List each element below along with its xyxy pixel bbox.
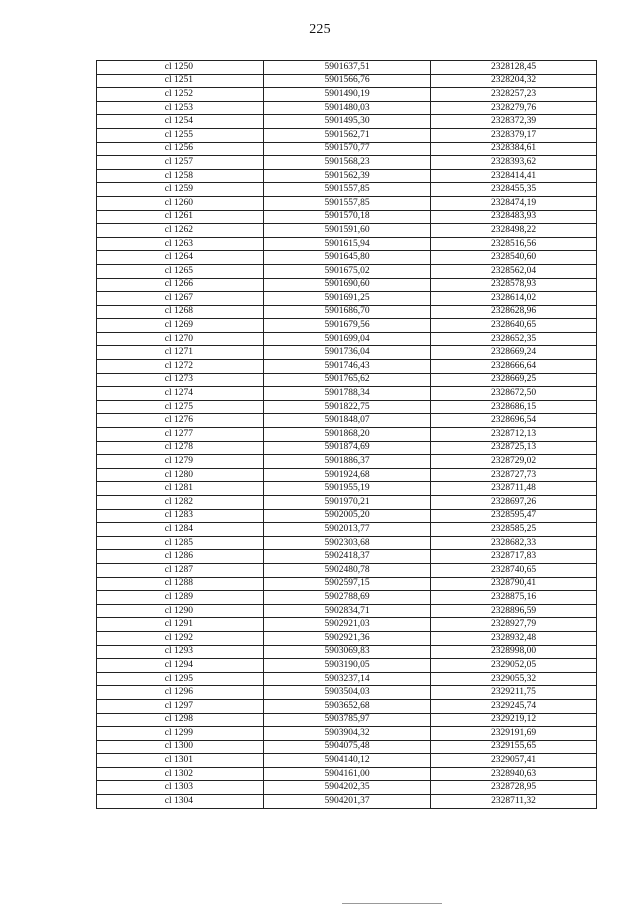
x-coordinate-cell: 5901562,39: [264, 169, 431, 183]
point-id-cell: cl 1301: [97, 754, 264, 768]
x-coordinate-cell: 5902480,78: [264, 563, 431, 577]
table-row: [97, 577, 597, 591]
point-id-cell: cl 1284: [97, 523, 264, 537]
y-coordinate-cell: 2328669,24: [431, 346, 597, 360]
x-coordinate-cell: 5901645,80: [264, 251, 431, 265]
x-coordinate-cell: 5903237,14: [264, 672, 431, 686]
x-coordinate-cell: 5901699,04: [264, 332, 431, 346]
point-id-cell: cl 1290: [97, 604, 264, 618]
x-coordinate-cell: 5901566,76: [264, 74, 431, 88]
y-coordinate-cell: 2328483,93: [431, 210, 597, 224]
y-coordinate-cell: 2328455,35: [431, 183, 597, 197]
x-coordinate-cell: 5901736,04: [264, 346, 431, 360]
y-coordinate-cell: 2328628,96: [431, 305, 597, 319]
x-coordinate-cell: 5902788,69: [264, 591, 431, 605]
point-id-cell: cl 1282: [97, 496, 264, 510]
point-id-cell: cl 1302: [97, 767, 264, 781]
table-row: [97, 767, 597, 781]
x-coordinate-cell: 5901691,25: [264, 292, 431, 306]
table-row: [97, 101, 597, 115]
y-coordinate-cell: 2328474,19: [431, 196, 597, 210]
x-coordinate-cell: 5903785,97: [264, 713, 431, 727]
y-coordinate-cell: 2329055,32: [431, 672, 597, 686]
table-row: [97, 88, 597, 102]
x-coordinate-cell: 5901637,51: [264, 61, 431, 75]
point-id-cell: cl 1261: [97, 210, 264, 224]
x-coordinate-cell: 5901822,75: [264, 400, 431, 414]
point-id-cell: cl 1294: [97, 659, 264, 673]
point-id-cell: cl 1263: [97, 237, 264, 251]
point-id-cell: cl 1300: [97, 740, 264, 754]
y-coordinate-cell: 2328875,16: [431, 591, 597, 605]
point-id-cell: cl 1303: [97, 781, 264, 795]
y-coordinate-cell: 2329191,69: [431, 727, 597, 741]
x-coordinate-cell: 5902005,20: [264, 509, 431, 523]
point-id-cell: cl 1269: [97, 319, 264, 333]
page-number: 225: [309, 22, 331, 37]
x-coordinate-cell: 5901874,69: [264, 441, 431, 455]
point-id-cell: cl 1280: [97, 468, 264, 482]
y-coordinate-cell: 2328998,00: [431, 645, 597, 659]
x-coordinate-cell: 5901568,23: [264, 156, 431, 170]
table-row: [97, 618, 597, 632]
y-coordinate-cell: 2328498,22: [431, 224, 597, 238]
x-coordinate-cell: 5901557,85: [264, 196, 431, 210]
x-coordinate-cell: 5901788,34: [264, 387, 431, 401]
y-coordinate-cell: 2328666,64: [431, 360, 597, 374]
y-coordinate-cell: 2328697,26: [431, 496, 597, 510]
point-id-cell: cl 1273: [97, 373, 264, 387]
point-id-cell: cl 1297: [97, 699, 264, 713]
point-id-cell: cl 1277: [97, 428, 264, 442]
table-row: [97, 196, 597, 210]
table-row: [97, 183, 597, 197]
point-id-cell: cl 1286: [97, 550, 264, 564]
point-id-cell: cl 1298: [97, 713, 264, 727]
point-id-cell: cl 1255: [97, 128, 264, 142]
point-id-cell: cl 1293: [97, 645, 264, 659]
y-coordinate-cell: 2328682,33: [431, 536, 597, 550]
x-coordinate-cell: 5903069,83: [264, 645, 431, 659]
point-id-cell: cl 1279: [97, 455, 264, 469]
y-coordinate-cell: 2328725,13: [431, 441, 597, 455]
table-row: [97, 563, 597, 577]
y-coordinate-cell: 2328711,48: [431, 482, 597, 496]
table-row: [97, 142, 597, 156]
y-coordinate-cell: 2328516,56: [431, 237, 597, 251]
point-id-cell: cl 1258: [97, 169, 264, 183]
x-coordinate-cell: 5901495,30: [264, 115, 431, 129]
x-coordinate-cell: 5901570,77: [264, 142, 431, 156]
y-coordinate-cell: 2328384,61: [431, 142, 597, 156]
table-row: [97, 604, 597, 618]
point-id-cell: cl 1262: [97, 224, 264, 238]
y-coordinate-cell: 2328585,25: [431, 523, 597, 537]
x-coordinate-cell: 5902921,03: [264, 618, 431, 632]
y-coordinate-cell: 2328540,60: [431, 251, 597, 265]
point-id-cell: cl 1250: [97, 61, 264, 75]
x-coordinate-cell: 5901490,19: [264, 88, 431, 102]
table-row: [97, 360, 597, 374]
table-row: [97, 169, 597, 183]
point-id-cell: cl 1268: [97, 305, 264, 319]
y-coordinate-cell: 2328932,48: [431, 631, 597, 645]
y-coordinate-cell: 2328940,63: [431, 767, 597, 781]
y-coordinate-cell: 2328414,41: [431, 169, 597, 183]
y-coordinate-cell: 2328712,13: [431, 428, 597, 442]
table-row: [97, 713, 597, 727]
table-row: [97, 251, 597, 265]
x-coordinate-cell: 5902303,68: [264, 536, 431, 550]
table-row: [97, 672, 597, 686]
table-row: [97, 550, 597, 564]
y-coordinate-cell: 2328379,17: [431, 128, 597, 142]
y-coordinate-cell: 2328727,73: [431, 468, 597, 482]
x-coordinate-cell: 5901675,02: [264, 264, 431, 278]
table-row: [97, 292, 597, 306]
table-row: [97, 659, 597, 673]
table-row: [97, 523, 597, 537]
y-coordinate-cell: 2329052,05: [431, 659, 597, 673]
point-id-cell: cl 1267: [97, 292, 264, 306]
table-row: [97, 455, 597, 469]
x-coordinate-cell: 5904161,00: [264, 767, 431, 781]
point-id-cell: cl 1254: [97, 115, 264, 129]
table-row: [97, 346, 597, 360]
x-coordinate-cell: 5902418,37: [264, 550, 431, 564]
point-id-cell: cl 1266: [97, 278, 264, 292]
point-id-cell: cl 1283: [97, 509, 264, 523]
table-row: [97, 699, 597, 713]
point-id-cell: cl 1275: [97, 400, 264, 414]
y-coordinate-cell: 2328640,65: [431, 319, 597, 333]
table-row: [97, 74, 597, 88]
table-row: [97, 332, 597, 346]
y-coordinate-cell: 2328562,04: [431, 264, 597, 278]
table-row: [97, 754, 597, 768]
y-coordinate-cell: 2328614,02: [431, 292, 597, 306]
x-coordinate-cell: 5903190,05: [264, 659, 431, 673]
x-coordinate-cell: 5901765,62: [264, 373, 431, 387]
y-coordinate-cell: 2328686,15: [431, 400, 597, 414]
y-coordinate-cell: 2328696,54: [431, 414, 597, 428]
y-coordinate-cell: 2328257,23: [431, 88, 597, 102]
table-row: [97, 61, 597, 75]
point-id-cell: cl 1287: [97, 563, 264, 577]
point-id-cell: cl 1274: [97, 387, 264, 401]
y-coordinate-cell: 2328672,50: [431, 387, 597, 401]
y-coordinate-cell: 2329057,41: [431, 754, 597, 768]
y-coordinate-cell: 2328927,79: [431, 618, 597, 632]
x-coordinate-cell: 5901868,20: [264, 428, 431, 442]
point-id-cell: cl 1260: [97, 196, 264, 210]
table-row: [97, 414, 597, 428]
table-row: [97, 373, 597, 387]
table-row: [97, 237, 597, 251]
coordinates-table: [96, 60, 597, 809]
x-coordinate-cell: 5901679,56: [264, 319, 431, 333]
table-row: [97, 631, 597, 645]
point-id-cell: cl 1276: [97, 414, 264, 428]
y-coordinate-cell: 2328728,95: [431, 781, 597, 795]
x-coordinate-cell: 5901955,19: [264, 482, 431, 496]
y-coordinate-cell: 2328279,76: [431, 101, 597, 115]
table-row: [97, 781, 597, 795]
x-coordinate-cell: 5902597,15: [264, 577, 431, 591]
x-coordinate-cell: 5901562,71: [264, 128, 431, 142]
point-id-cell: cl 1288: [97, 577, 264, 591]
table-row: [97, 536, 597, 550]
point-id-cell: cl 1281: [97, 482, 264, 496]
table-row: [97, 305, 597, 319]
y-coordinate-cell: 2328790,41: [431, 577, 597, 591]
point-id-cell: cl 1304: [97, 795, 264, 809]
x-coordinate-cell: 5901886,37: [264, 455, 431, 469]
point-id-cell: cl 1252: [97, 88, 264, 102]
table-row: [97, 115, 597, 129]
y-coordinate-cell: 2328595,47: [431, 509, 597, 523]
table-row: [97, 740, 597, 754]
y-coordinate-cell: 2328740,65: [431, 563, 597, 577]
point-id-cell: cl 1257: [97, 156, 264, 170]
table-row: [97, 496, 597, 510]
point-id-cell: cl 1256: [97, 142, 264, 156]
point-id-cell: cl 1278: [97, 441, 264, 455]
x-coordinate-cell: 5902921,36: [264, 631, 431, 645]
x-coordinate-cell: 5901690,60: [264, 278, 431, 292]
y-coordinate-cell: 2329245,74: [431, 699, 597, 713]
y-coordinate-cell: 2328372,39: [431, 115, 597, 129]
y-coordinate-cell: 2329211,75: [431, 686, 597, 700]
point-id-cell: cl 1272: [97, 360, 264, 374]
y-coordinate-cell: 2328652,35: [431, 332, 597, 346]
point-id-cell: cl 1251: [97, 74, 264, 88]
y-coordinate-cell: 2328128,45: [431, 61, 597, 75]
x-coordinate-cell: 5901848,07: [264, 414, 431, 428]
y-coordinate-cell: 2328729,02: [431, 455, 597, 469]
x-coordinate-cell: 5903904,32: [264, 727, 431, 741]
point-id-cell: cl 1271: [97, 346, 264, 360]
x-coordinate-cell: 5901924,68: [264, 468, 431, 482]
x-coordinate-cell: 5901557,85: [264, 183, 431, 197]
x-coordinate-cell: 5901746,43: [264, 360, 431, 374]
table-row: [97, 400, 597, 414]
point-id-cell: cl 1285: [97, 536, 264, 550]
x-coordinate-cell: 5903652,68: [264, 699, 431, 713]
x-coordinate-cell: 5901591,60: [264, 224, 431, 238]
table-row: [97, 387, 597, 401]
table-row: [97, 210, 597, 224]
x-coordinate-cell: 5903504,03: [264, 686, 431, 700]
x-coordinate-cell: 5904202,35: [264, 781, 431, 795]
table-row: [97, 319, 597, 333]
x-coordinate-cell: 5901615,94: [264, 237, 431, 251]
table-row: [97, 591, 597, 605]
point-id-cell: cl 1296: [97, 686, 264, 700]
point-id-cell: cl 1295: [97, 672, 264, 686]
y-coordinate-cell: 2328711,32: [431, 795, 597, 809]
y-coordinate-cell: 2328204,32: [431, 74, 597, 88]
x-coordinate-cell: 5901970,21: [264, 496, 431, 510]
table-row: [97, 278, 597, 292]
table-row: [97, 441, 597, 455]
x-coordinate-cell: 5901686,70: [264, 305, 431, 319]
y-coordinate-cell: 2328393,62: [431, 156, 597, 170]
y-coordinate-cell: 2328669,25: [431, 373, 597, 387]
table-row: [97, 128, 597, 142]
table-row: [97, 156, 597, 170]
x-coordinate-cell: 5901480,03: [264, 101, 431, 115]
point-id-cell: cl 1291: [97, 618, 264, 632]
table-row: [97, 795, 597, 809]
table-row: [97, 686, 597, 700]
y-coordinate-cell: 2328578,93: [431, 278, 597, 292]
x-coordinate-cell: 5904075,48: [264, 740, 431, 754]
table-row: [97, 482, 597, 496]
table-row: [97, 645, 597, 659]
point-id-cell: cl 1289: [97, 591, 264, 605]
point-id-cell: cl 1264: [97, 251, 264, 265]
point-id-cell: cl 1265: [97, 264, 264, 278]
x-coordinate-cell: 5901570,18: [264, 210, 431, 224]
table-row: [97, 509, 597, 523]
table-row: [97, 428, 597, 442]
point-id-cell: cl 1292: [97, 631, 264, 645]
x-coordinate-cell: 5902013,77: [264, 523, 431, 537]
table-row: [97, 224, 597, 238]
table-row: [97, 727, 597, 741]
point-id-cell: cl 1259: [97, 183, 264, 197]
point-id-cell: cl 1270: [97, 332, 264, 346]
table-row: [97, 264, 597, 278]
x-coordinate-cell: 5904201,37: [264, 795, 431, 809]
table-row: [97, 468, 597, 482]
y-coordinate-cell: 2328717,83: [431, 550, 597, 564]
x-coordinate-cell: 5902834,71: [264, 604, 431, 618]
x-coordinate-cell: 5904140,12: [264, 754, 431, 768]
y-coordinate-cell: 2328896,59: [431, 604, 597, 618]
point-id-cell: cl 1299: [97, 727, 264, 741]
point-id-cell: cl 1253: [97, 101, 264, 115]
bottom-edge-mark: [342, 903, 442, 904]
y-coordinate-cell: 2329219,12: [431, 713, 597, 727]
y-coordinate-cell: 2329155,65: [431, 740, 597, 754]
coordinates-table-body: [97, 61, 597, 809]
